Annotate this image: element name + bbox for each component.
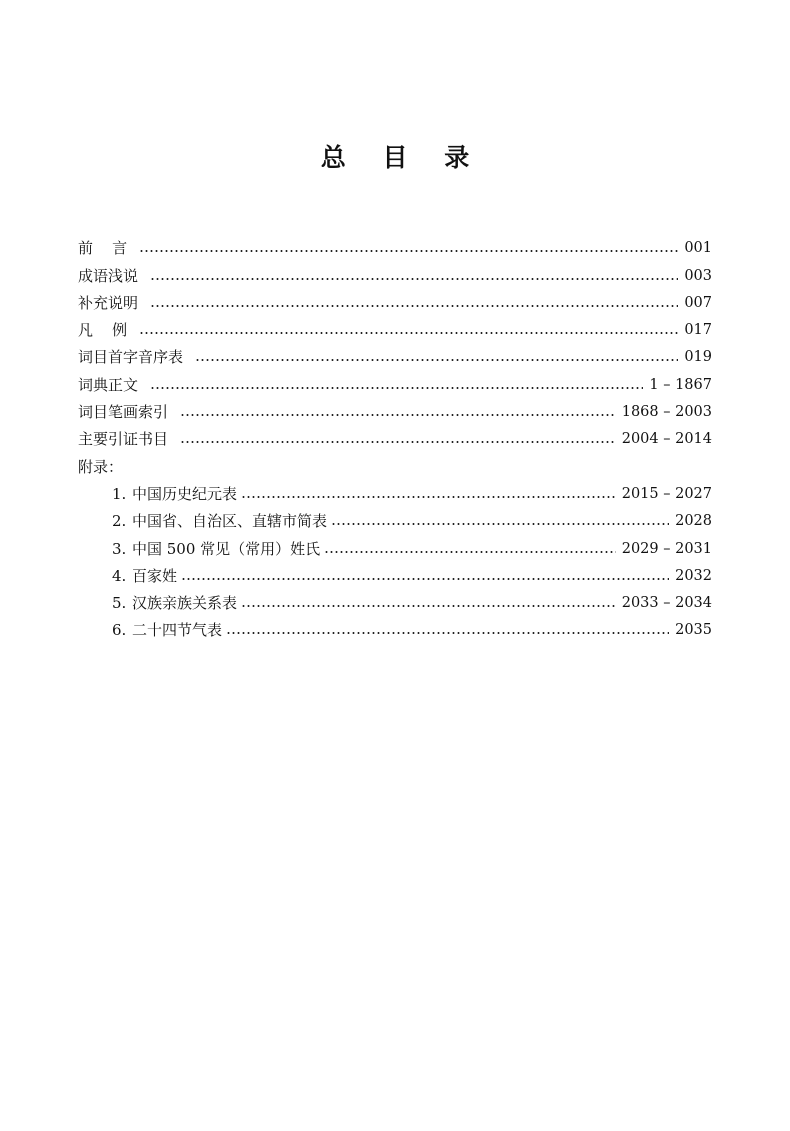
toc-entry-label: 凡 例 <box>78 321 128 340</box>
toc-entry-page: 019 <box>684 349 712 366</box>
appendix-entry-number: 1. <box>112 484 127 503</box>
toc-entry-page: 1 – 1867 <box>649 376 712 393</box>
appendix-entry-label: 中国省、自治区、直辖市简表 <box>132 512 328 531</box>
appendix-entry-number: 5. <box>112 594 127 613</box>
appendix-entry[interactable] <box>78 613 712 640</box>
appendix-entry-page: 2028 <box>675 513 712 530</box>
appendix-entry[interactable] <box>78 504 712 531</box>
appendix-entry-label: 中国历史纪元表 <box>132 484 238 503</box>
page-title: 总 目 录 <box>320 143 484 172</box>
appendix-entry-label: 汉族亲族关系表 <box>132 594 238 613</box>
toc-entry[interactable] <box>78 340 712 367</box>
dot-leader <box>150 305 678 307</box>
toc-entry-label: 词目笔画索引 <box>78 403 169 422</box>
toc-entry[interactable] <box>78 367 712 394</box>
dot-leader <box>180 414 616 416</box>
toc-entry-label: 主要引证书目 <box>78 430 169 449</box>
appendix-heading-row <box>78 449 712 476</box>
toc-entry-label: 词典正文 <box>78 375 139 394</box>
appendix-entry-page: 2015 – 2027 <box>621 485 712 502</box>
dot-leader <box>150 278 678 280</box>
toc-entry-page: 017 <box>684 322 712 339</box>
appendix-entry-number: 3. <box>112 539 127 558</box>
appendix-entry-page: 2032 <box>675 567 712 584</box>
dot-leader <box>180 441 616 443</box>
appendix-entry[interactable] <box>78 559 712 586</box>
toc-entry-label: 补充说明 <box>78 293 139 312</box>
toc-entry-label: 词目首字音序表 <box>78 348 184 367</box>
dot-leader <box>324 551 616 553</box>
dot-leader <box>331 523 669 525</box>
appendix-entry-page: 2033 – 2034 <box>621 595 712 612</box>
appendix-entry-label: 百家姓 <box>132 566 178 585</box>
dot-leader <box>241 605 616 607</box>
appendix-entry-number: 2. <box>112 512 127 531</box>
appendix-entry-page: 2029 – 2031 <box>621 540 712 557</box>
dot-leader <box>226 632 669 634</box>
toc-entry[interactable] <box>78 313 712 340</box>
dot-leader <box>241 496 616 498</box>
appendix-entry[interactable] <box>78 477 712 504</box>
appendix-heading: 附录： <box>78 457 124 476</box>
toc-entry-page: 001 <box>684 240 712 257</box>
toc-entry[interactable] <box>78 286 712 313</box>
appendix-entry[interactable] <box>78 531 712 558</box>
appendix-entry[interactable] <box>78 586 712 613</box>
dot-leader <box>150 387 643 389</box>
toc-entry[interactable] <box>78 231 712 258</box>
toc-entry-label: 成语浅说 <box>78 266 139 285</box>
dot-leader <box>139 332 678 334</box>
toc-entry-page: 2004 – 2014 <box>621 431 712 448</box>
appendix-entry-number: 4. <box>112 566 127 585</box>
toc-entry-page: 007 <box>684 294 712 311</box>
toc-entry-page: 1868 – 2003 <box>621 404 712 421</box>
appendix-entry-label: 中国 500 常见（常用）姓氏 <box>132 539 321 558</box>
appendix-entry-label: 二十四节气表 <box>132 621 223 640</box>
toc-entry[interactable] <box>78 395 712 422</box>
appendix-entry-page: 2035 <box>675 622 712 639</box>
toc-entry-label: 前 言 <box>78 239 128 258</box>
table-of-contents <box>78 231 712 640</box>
toc-entry[interactable] <box>78 258 712 285</box>
toc-entry-page: 003 <box>684 267 712 284</box>
appendix-entry-number: 6. <box>112 621 127 640</box>
dot-leader <box>181 578 669 580</box>
toc-entry[interactable] <box>78 422 712 449</box>
dot-leader <box>195 359 678 361</box>
dot-leader <box>139 250 678 252</box>
